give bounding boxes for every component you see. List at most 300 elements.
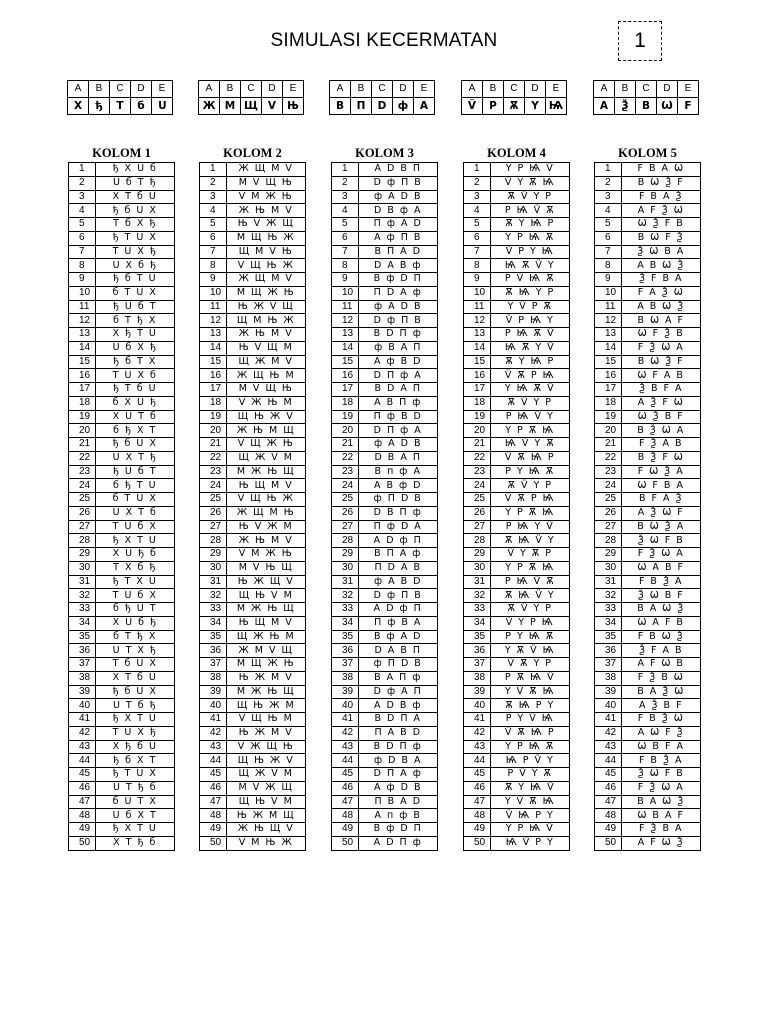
- key-symbol: Ѯ: [615, 98, 636, 115]
- row-number: 21: [464, 438, 491, 452]
- row-number: 4: [332, 204, 359, 218]
- row-number: 45: [595, 768, 622, 782]
- row-number: 31: [464, 575, 491, 589]
- row-number: 28: [595, 534, 622, 548]
- symbol-sequence: Ѫ V̈ Y Р: [491, 190, 570, 204]
- symbol-sequence: Т б Х ђ: [96, 218, 175, 232]
- table-row: [464, 699, 570, 713]
- key-symbol: Р: [483, 98, 504, 115]
- key-symbol: А: [414, 98, 435, 115]
- table-row: [200, 548, 306, 562]
- row-number: 18: [200, 396, 227, 410]
- table-row: [595, 740, 701, 754]
- row-number: 15: [464, 355, 491, 369]
- table-row: [332, 286, 438, 300]
- row-number: 49: [595, 823, 622, 837]
- row-number: 45: [332, 768, 359, 782]
- row-number: 21: [69, 438, 96, 452]
- symbol-sequence: A F Ѡ Ѯ: [622, 836, 701, 850]
- table-row: [464, 286, 570, 300]
- table-row: [200, 603, 306, 617]
- row-number: 29: [69, 548, 96, 562]
- symbol-sequence: F Ѯ A B: [622, 438, 701, 452]
- symbol-sequence: A B Ѡ Ѯ: [622, 300, 701, 314]
- symbol-sequence: б Т Ս Х: [96, 286, 175, 300]
- table-row: [332, 616, 438, 630]
- symbol-sequence: Ѫ V̈ Y Р: [491, 603, 570, 617]
- key-letter: B: [220, 81, 241, 98]
- symbol-sequence: D А В П: [359, 644, 438, 658]
- symbol-sequence: Х Ս б ђ: [96, 616, 175, 630]
- row-number: 47: [464, 795, 491, 809]
- row-number: 24: [200, 479, 227, 493]
- table-row: [464, 616, 570, 630]
- table-row: [332, 699, 438, 713]
- kolom-4: [463, 145, 570, 851]
- row-number: 19: [464, 410, 491, 424]
- symbol-sequence: Y Р Ѫ Ѩ: [491, 506, 570, 520]
- table-row: [464, 341, 570, 355]
- row-number: 7: [332, 245, 359, 259]
- table-row: [69, 231, 175, 245]
- table-row: [332, 795, 438, 809]
- row-number: 11: [332, 300, 359, 314]
- symbol-sequence: B F A Ѯ: [622, 493, 701, 507]
- row-number: 47: [200, 795, 227, 809]
- table-row: [595, 451, 701, 465]
- row-number: 41: [332, 713, 359, 727]
- symbol-sequence: М Щ Ж Њ: [227, 286, 306, 300]
- row-number: 33: [464, 603, 491, 617]
- row-number: 6: [464, 231, 491, 245]
- symbol-sequence: Щ М Њ Ж: [227, 314, 306, 328]
- page-title: SIMULASI KECERMATAN: [270, 30, 498, 51]
- symbol-sequence: Щ Ж V М: [227, 451, 306, 465]
- symbol-sequence: Ս Т б ђ: [96, 699, 175, 713]
- table-row: [332, 589, 438, 603]
- table-row: [69, 561, 175, 575]
- row-number: 20: [464, 424, 491, 438]
- question-list: [463, 162, 570, 851]
- row-number: 11: [69, 300, 96, 314]
- row-number: 3: [200, 190, 227, 204]
- table-row: [332, 823, 438, 837]
- table-row: [332, 575, 438, 589]
- table-row: [69, 754, 175, 768]
- symbol-sequence: ђ Х Т Ս: [96, 823, 175, 837]
- symbol-sequence: V Щ Њ М: [227, 713, 306, 727]
- table-row: [595, 259, 701, 273]
- symbol-sequence: Т Ս б Х: [96, 520, 175, 534]
- symbol-sequence: А D В ф: [359, 699, 438, 713]
- row-number: 31: [332, 575, 359, 589]
- symbol-sequence: Њ Ж М V: [227, 671, 306, 685]
- symbol-sequence: Ж Њ М V: [227, 534, 306, 548]
- table-row: [595, 699, 701, 713]
- table-row: [332, 465, 438, 479]
- symbol-sequence: Њ Щ М V: [227, 479, 306, 493]
- table-row: [464, 300, 570, 314]
- table-row: [69, 369, 175, 383]
- symbol-sequence: A B Ѡ Ѯ: [622, 259, 701, 273]
- row-number: 2: [200, 176, 227, 190]
- symbol-sequence: ф П D В: [359, 493, 438, 507]
- row-number: 5: [332, 218, 359, 232]
- row-number: 12: [69, 314, 96, 328]
- row-number: 2: [464, 176, 491, 190]
- symbol-sequence: ђ Т Ս Х: [96, 768, 175, 782]
- table-row: [332, 548, 438, 562]
- key-letter: A: [330, 81, 351, 98]
- symbol-sequence: М Ж Њ Щ: [227, 685, 306, 699]
- row-number: 50: [595, 836, 622, 850]
- row-number: 24: [332, 479, 359, 493]
- row-number: 10: [595, 286, 622, 300]
- table-row: [464, 369, 570, 383]
- row-number: 49: [69, 823, 96, 837]
- symbol-sequence: Р Ѫ Ѩ V̈: [491, 671, 570, 685]
- symbol-sequence: B Ѡ Ѯ F: [622, 176, 701, 190]
- symbol-sequence: б Т Ս Х: [96, 493, 175, 507]
- symbol-sequence: Ж Щ Њ М: [227, 369, 306, 383]
- symbol-sequence: Ѩ V̈ Р Y: [491, 836, 570, 850]
- row-number: 40: [332, 699, 359, 713]
- key-letter: D: [262, 81, 283, 98]
- row-number: 42: [595, 726, 622, 740]
- symbol-sequence: V̈ Р Y Ѩ: [491, 245, 570, 259]
- symbol-sequence: б ђ Ս Т: [96, 603, 175, 617]
- symbol-sequence: Х Ս ђ б: [96, 548, 175, 562]
- key-table-2: [198, 80, 304, 115]
- table-row: [332, 369, 438, 383]
- table-row: [595, 534, 701, 548]
- table-row: [595, 314, 701, 328]
- symbol-sequence: Ѩ Ѫ Y V̈: [491, 341, 570, 355]
- symbol-sequence: В п ф А: [359, 465, 438, 479]
- row-number: 26: [69, 506, 96, 520]
- table-row: [332, 438, 438, 452]
- row-number: 16: [595, 369, 622, 383]
- symbol-sequence: б ђ Т Ս: [96, 479, 175, 493]
- table-row: [595, 369, 701, 383]
- symbol-sequence: B Ѡ Ѯ A: [622, 520, 701, 534]
- table-row: [332, 163, 438, 177]
- symbol-sequence: Х Т ђ б: [96, 836, 175, 850]
- row-number: 37: [69, 658, 96, 672]
- table-row: [200, 438, 306, 452]
- row-number: 28: [332, 534, 359, 548]
- table-row: [200, 204, 306, 218]
- row-number: 6: [200, 231, 227, 245]
- table-row: [332, 314, 438, 328]
- row-number: 38: [332, 671, 359, 685]
- symbol-sequence: ф П D В: [359, 658, 438, 672]
- row-number: 34: [69, 616, 96, 630]
- row-number: 8: [595, 259, 622, 273]
- table-row: [464, 176, 570, 190]
- symbol-sequence: М Ж Њ Щ: [227, 603, 306, 617]
- row-number: 32: [200, 589, 227, 603]
- table-row: [69, 658, 175, 672]
- symbol-sequence: Т Ս Х б: [96, 369, 175, 383]
- row-number: 40: [69, 699, 96, 713]
- row-number: 36: [69, 644, 96, 658]
- symbol-sequence: Р V̈ Ѩ Ѫ: [491, 273, 570, 287]
- symbol-sequence: Ж Њ М V: [227, 204, 306, 218]
- row-number: 37: [464, 658, 491, 672]
- symbol-sequence: V̈ Ѫ Р Ѩ: [491, 493, 570, 507]
- table-row: [464, 671, 570, 685]
- symbol-sequence: ђ Ս б Т: [96, 465, 175, 479]
- key-symbol: Њ: [283, 98, 304, 115]
- symbol-sequence: Щ Њ Ж М: [227, 699, 306, 713]
- table-row: [69, 438, 175, 452]
- symbol-sequence: ђ Ս б Т: [96, 300, 175, 314]
- table-row: [200, 781, 306, 795]
- table-row: [595, 575, 701, 589]
- symbol-sequence: V Щ Њ Ж: [227, 259, 306, 273]
- table-row: [464, 424, 570, 438]
- row-number: 48: [595, 809, 622, 823]
- row-number: 5: [200, 218, 227, 232]
- symbol-sequence: Ж М V Щ: [227, 644, 306, 658]
- key-symbol: Т: [110, 98, 131, 115]
- key-letter: A: [68, 81, 89, 98]
- key-letter: C: [110, 81, 131, 98]
- symbol-sequence: Y Р Ѩ V̈: [491, 823, 570, 837]
- column-header: KOLOM 5: [618, 146, 677, 160]
- key-letter: E: [414, 81, 435, 98]
- table-row: [464, 328, 570, 342]
- table-row: [200, 575, 306, 589]
- table-row: [595, 355, 701, 369]
- symbol-sequence: ђ Х Т Ս: [96, 534, 175, 548]
- row-number: 5: [69, 218, 96, 232]
- symbol-sequence: V̈ Ѩ Р Y: [491, 809, 570, 823]
- symbol-sequence: П ф В А: [359, 616, 438, 630]
- row-number: 8: [332, 259, 359, 273]
- row-number: 25: [464, 493, 491, 507]
- key-table-3: [329, 80, 435, 115]
- table-row: [332, 410, 438, 424]
- table-row: [69, 630, 175, 644]
- table-row: [69, 176, 175, 190]
- table-row: [595, 506, 701, 520]
- table-row: [69, 534, 175, 548]
- symbol-sequence: Р Y Ѩ Ѫ: [491, 465, 570, 479]
- row-number: 30: [69, 561, 96, 575]
- key-symbol: Ѩ: [546, 98, 567, 115]
- symbol-sequence: М V Ж Щ: [227, 781, 306, 795]
- table-row: [464, 410, 570, 424]
- row-number: 32: [595, 589, 622, 603]
- table-row: [595, 410, 701, 424]
- row-number: 25: [332, 493, 359, 507]
- row-number: 44: [595, 754, 622, 768]
- table-row: [332, 534, 438, 548]
- row-number: 41: [464, 713, 491, 727]
- key-letter: A: [462, 81, 483, 98]
- table-row: [332, 259, 438, 273]
- row-number: 6: [332, 231, 359, 245]
- table-row: [332, 396, 438, 410]
- key-symbol: B: [636, 98, 657, 115]
- table-row: [200, 286, 306, 300]
- symbol-sequence: Ѯ Ѡ B A: [622, 245, 701, 259]
- symbol-sequence: П В А D: [359, 795, 438, 809]
- table-row: [200, 768, 306, 782]
- table-row: [595, 685, 701, 699]
- symbol-sequence: B A Ѯ Ѡ: [622, 685, 701, 699]
- row-number: 44: [332, 754, 359, 768]
- symbol-sequence: F B A Ѯ: [622, 190, 701, 204]
- key-letter: D: [131, 81, 152, 98]
- table-row: [69, 575, 175, 589]
- row-number: 3: [69, 190, 96, 204]
- symbol-sequence: A F Ѡ B: [622, 658, 701, 672]
- table-row: [200, 479, 306, 493]
- row-number: 44: [464, 754, 491, 768]
- row-number: 12: [332, 314, 359, 328]
- row-number: 46: [69, 781, 96, 795]
- key-table-5: [593, 80, 699, 115]
- symbol-sequence: В D П А: [359, 713, 438, 727]
- table-row: [595, 754, 701, 768]
- table-row: [69, 465, 175, 479]
- key-letter: E: [152, 81, 173, 98]
- symbol-sequence: F B A Ѡ: [622, 163, 701, 177]
- symbol-sequence: Р Ѩ V̈ Ѫ: [491, 575, 570, 589]
- row-number: 25: [595, 493, 622, 507]
- symbol-sequence: ђ Т Ս Х: [96, 231, 175, 245]
- table-row: [464, 493, 570, 507]
- symbol-sequence: А ф П В: [359, 231, 438, 245]
- table-row: [200, 259, 306, 273]
- row-number: 33: [200, 603, 227, 617]
- row-number: 2: [332, 176, 359, 190]
- symbol-sequence: F Ѯ B A: [622, 823, 701, 837]
- symbol-sequence: F B Ѡ Ѯ: [622, 630, 701, 644]
- kolom-1: [68, 145, 175, 851]
- row-number: 34: [200, 616, 227, 630]
- table-row: [200, 396, 306, 410]
- table-row: [595, 163, 701, 177]
- row-number: 17: [464, 383, 491, 397]
- key-symbol: В: [330, 98, 351, 115]
- table-row: [464, 218, 570, 232]
- row-number: 41: [200, 713, 227, 727]
- row-number: 3: [464, 190, 491, 204]
- row-number: 12: [595, 314, 622, 328]
- row-number: 9: [595, 273, 622, 287]
- table-row: [200, 644, 306, 658]
- table-row: [69, 493, 175, 507]
- symbol-sequence: Ѫ Ѩ Р Y: [491, 699, 570, 713]
- symbol-sequence: B Ѯ Ѡ A: [622, 424, 701, 438]
- key-symbol: ф: [393, 98, 414, 115]
- table-row: [200, 699, 306, 713]
- row-number: 36: [464, 644, 491, 658]
- table-row: [595, 328, 701, 342]
- row-number: 33: [332, 603, 359, 617]
- symbol-sequence: ф А В D: [359, 575, 438, 589]
- table-row: [332, 245, 438, 259]
- symbol-sequence: D П ф А: [359, 369, 438, 383]
- key-letter: B: [89, 81, 110, 98]
- symbol-sequence: V М Њ Ж: [227, 836, 306, 850]
- symbol-sequence: B Ѯ F Ѡ: [622, 451, 701, 465]
- table-row: [464, 383, 570, 397]
- row-number: 46: [332, 781, 359, 795]
- symbol-sequence: Y Р Ѩ Ѫ: [491, 231, 570, 245]
- symbol-sequence: F Ѯ B Ѡ: [622, 671, 701, 685]
- table-row: [200, 383, 306, 397]
- table-row: [464, 644, 570, 658]
- table-row: [595, 286, 701, 300]
- table-row: [464, 781, 570, 795]
- symbol-sequence: ф D В А: [359, 754, 438, 768]
- row-number: 50: [69, 836, 96, 850]
- symbol-sequence: F B Ѯ A: [622, 754, 701, 768]
- key-letter: E: [546, 81, 567, 98]
- table-row: [595, 300, 701, 314]
- symbol-sequence: А D П ф: [359, 836, 438, 850]
- symbol-sequence: Y V̈ Ѫ Ѩ: [491, 795, 570, 809]
- key-symbol: Ж: [199, 98, 220, 115]
- symbol-sequence: Х Т б Ս: [96, 671, 175, 685]
- key-letter: B: [483, 81, 504, 98]
- symbol-sequence: B A Ѡ Ѯ: [622, 603, 701, 617]
- row-number: 32: [69, 589, 96, 603]
- symbol-sequence: ф А D В: [359, 438, 438, 452]
- row-number: 13: [464, 328, 491, 342]
- question-list: [594, 162, 701, 851]
- column-header: KOLOM 3: [355, 146, 414, 160]
- symbol-sequence: ђ б Ս Х: [96, 685, 175, 699]
- key-letter: E: [678, 81, 699, 98]
- symbol-sequence: F Ѯ Ѡ A: [622, 341, 701, 355]
- symbol-sequence: Р Ѩ Ѫ V̈: [491, 328, 570, 342]
- table-row: [69, 286, 175, 300]
- row-number: 40: [200, 699, 227, 713]
- table-row: [69, 355, 175, 369]
- table-row: [200, 176, 306, 190]
- page-number: 1: [634, 29, 646, 52]
- row-number: 14: [332, 341, 359, 355]
- symbol-sequence: V̈ Y Ѫ Р: [491, 548, 570, 562]
- symbol-sequence: D П ф А: [359, 424, 438, 438]
- row-number: 10: [69, 286, 96, 300]
- symbol-sequence: М V Њ Щ: [227, 561, 306, 575]
- question-list: [199, 162, 306, 851]
- column-header: KOLOM 4: [487, 146, 546, 160]
- table-row: [595, 245, 701, 259]
- table-row: [464, 190, 570, 204]
- row-number: 44: [69, 754, 96, 768]
- symbol-sequence: V М Ж Њ: [227, 548, 306, 562]
- row-number: 42: [69, 726, 96, 740]
- symbol-sequence: П D А ф: [359, 286, 438, 300]
- symbol-sequence: D ф П В: [359, 314, 438, 328]
- row-number: 16: [464, 369, 491, 383]
- row-number: 20: [595, 424, 622, 438]
- symbol-sequence: B Ѡ Ѯ F: [622, 355, 701, 369]
- table-row: [464, 451, 570, 465]
- key-symbol: М: [220, 98, 241, 115]
- symbol-sequence: ђ б Т Х: [96, 355, 175, 369]
- table-row: [200, 534, 306, 548]
- row-number: 17: [69, 383, 96, 397]
